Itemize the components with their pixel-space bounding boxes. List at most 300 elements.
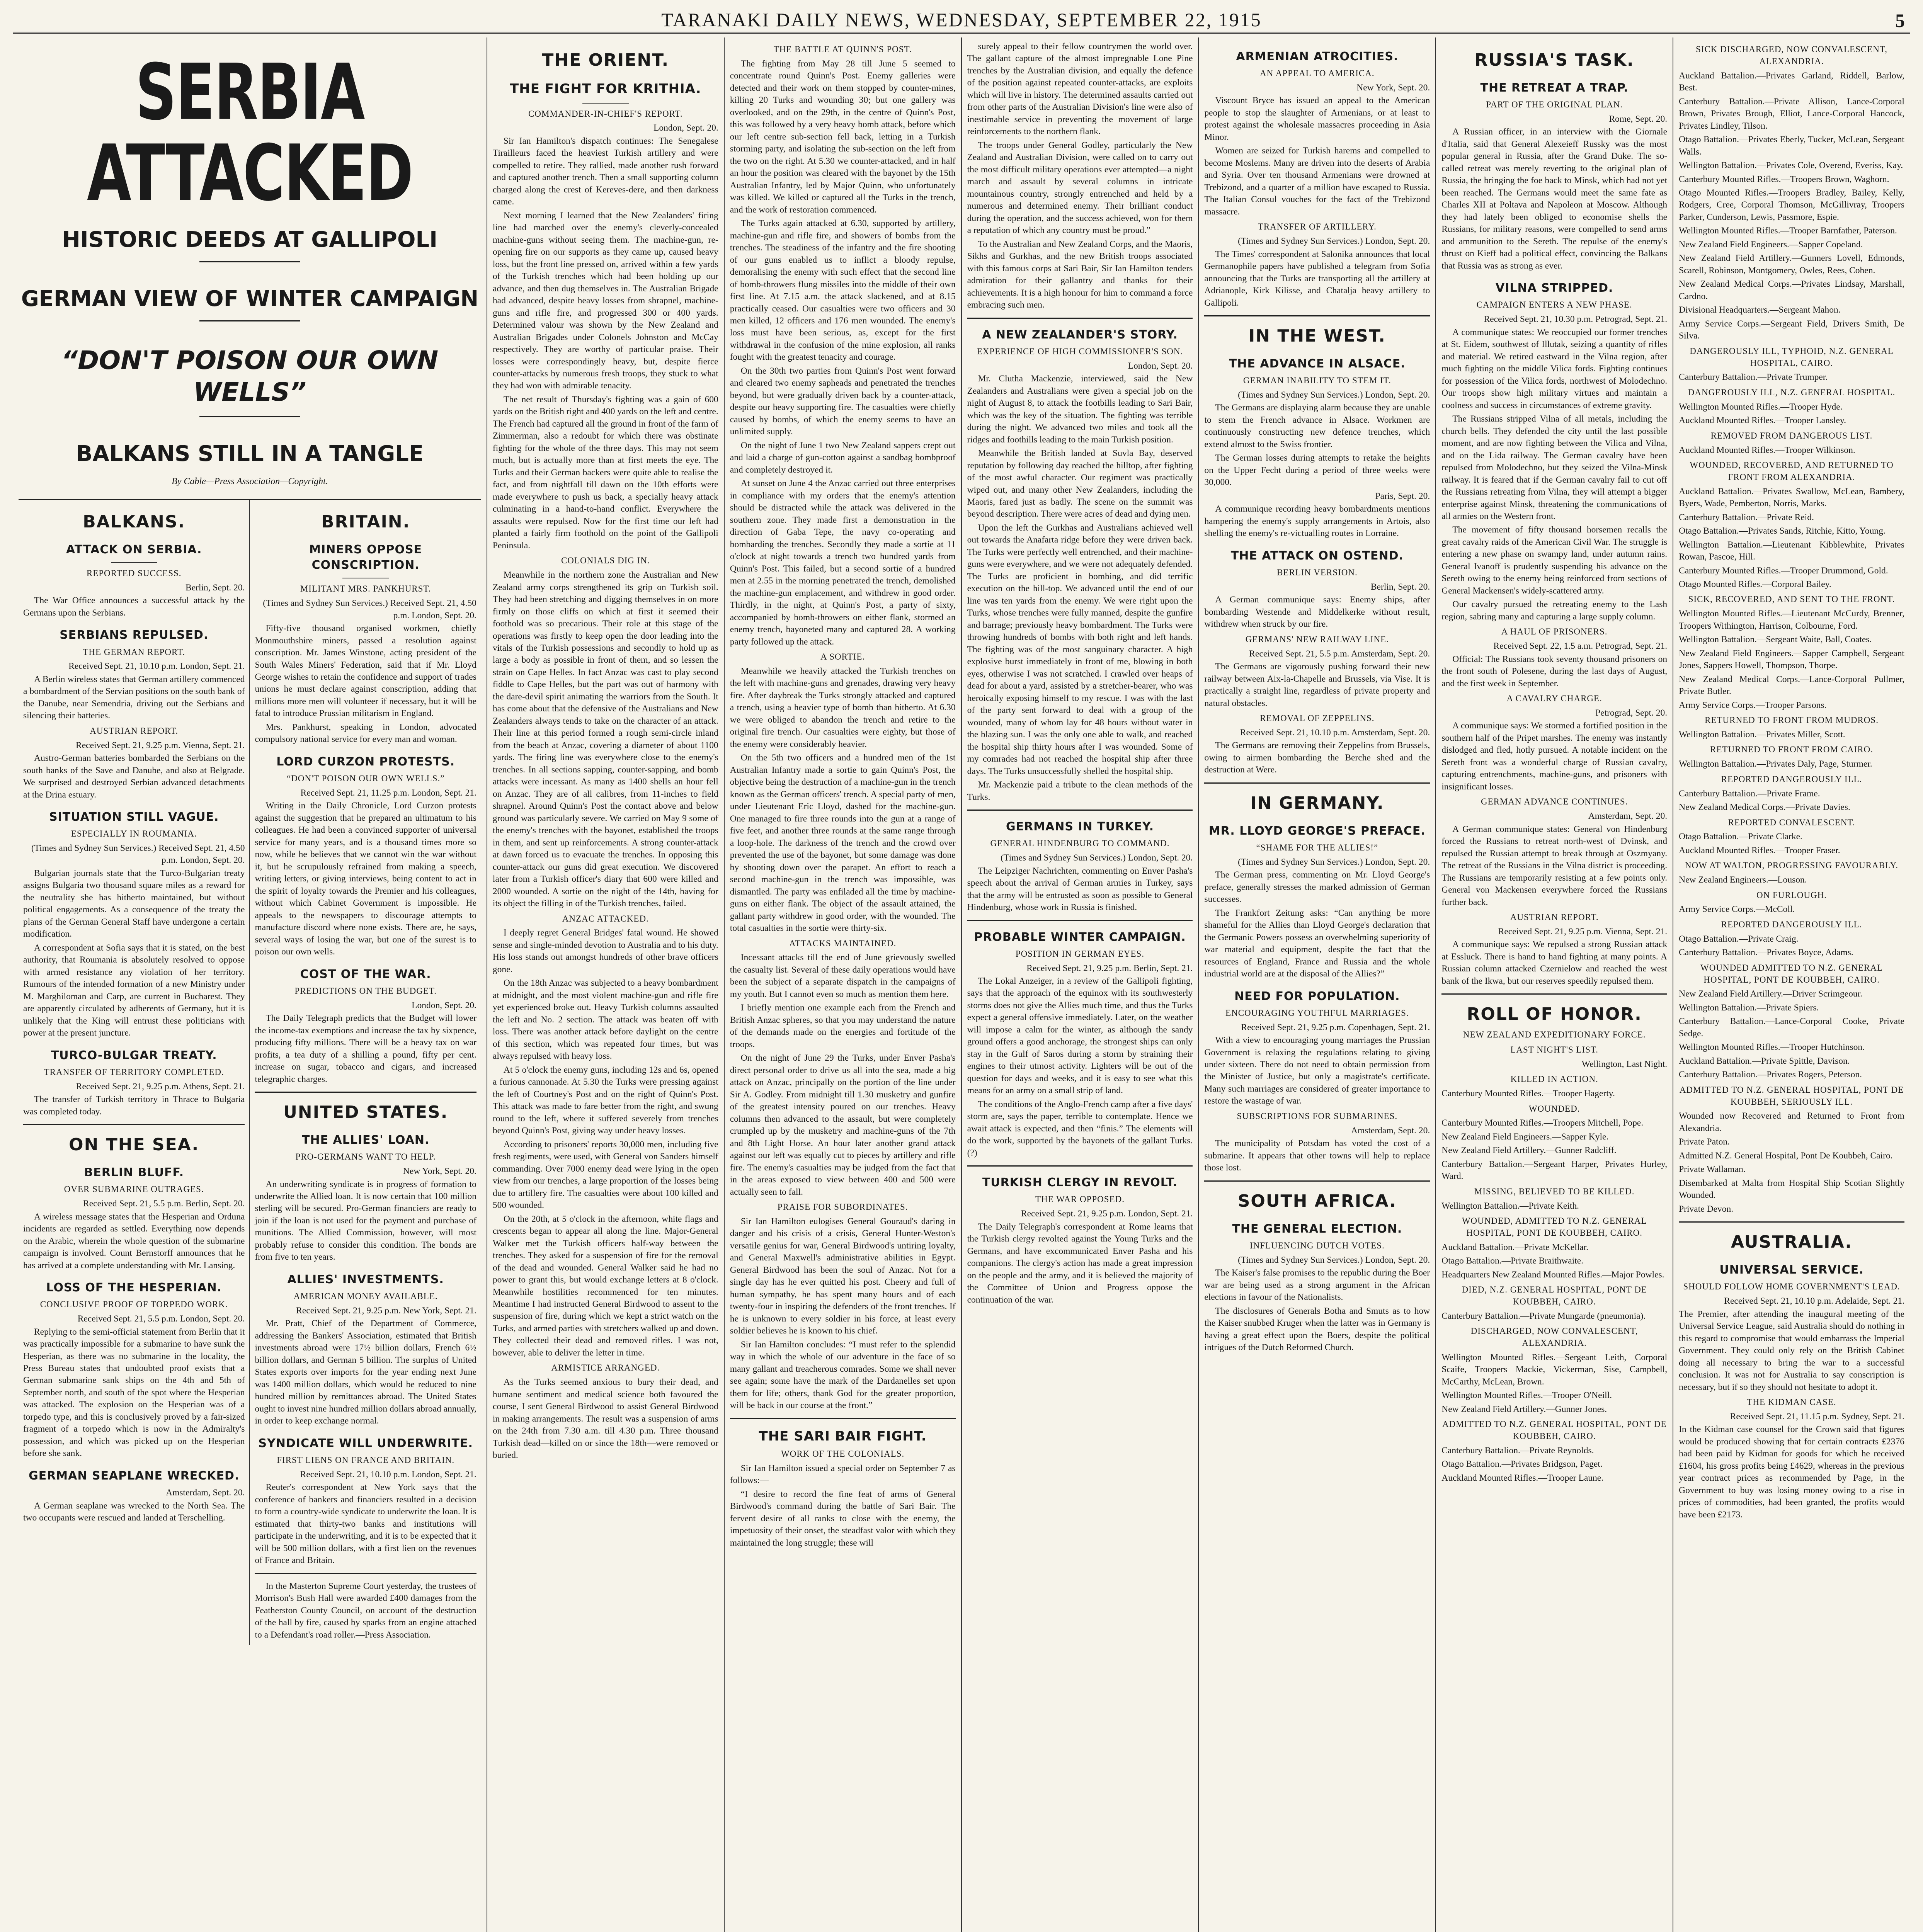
paragraph: The troops under General Godley, particularly the New Zealand and Australian Division, were called on to carry out the most difficult military operations ever attempted—a night march and assault by several columns in intricate mountainous country, strongly entrenched and held by a numerous and determined enemy. Their brilliant conduct during the operation, and the success achieved, won for them a reputation of which any country must be proud.” <box>967 140 1193 236</box>
article-heading: ALLIES' INVESTMENTS. <box>287 1272 444 1286</box>
dateline: New York, Sept. 20. <box>403 1166 476 1177</box>
subheading: REMOVAL OF ZEPPELINS. <box>1260 713 1375 723</box>
list-item: Wounded now Recovered and Returned to Front from Alexandria. <box>1679 1111 1904 1133</box>
subheading: CONCLUSIVE PROOF OF TORPEDO WORK. <box>40 1299 228 1310</box>
dateline: Received Sept. 21, 10.30 p.m. Petrograd, Sept. 21. <box>1484 314 1668 325</box>
paragraph: In the Kidman case counsel for the Crown said that figures would be produced showing that for certain contracts £2376 had been paid by Kidman for goods for which he received £1604, his gross profits being £4629, whereas in the previous year contract prices as recommended by Page, in the Government to buy was losing money owing to a rise in prices of commodities, had been granted, the profits would have been £2173. <box>1679 1424 1904 1520</box>
dateline: Amsterdam, Sept. 20. <box>1588 811 1668 821</box>
list-item: Canterbury Battalion.—Private Trumper. <box>1679 372 1828 383</box>
paragraph: Writing in the Daily Chronicle, Lord Curzon protests against the suggestion that he prepared an ultimatum to his colleagues. He had been a convinced supporter of universal service for many years, and is a thousand times more so now, while he believes that we cannot win the war without it, but he scrupulously refrained from making a speech, writing letters, or giving interviews, being content to act in the spirit of loyalty towards the Premier and his colleagues, without which Cabinet Government is impossible. He appeals to the newspapers to discourage attempts to manufacture discord where none exists. There are, he says, several ways of losing the war, but one of the surest is to poison our own wells. <box>255 801 476 957</box>
dateline: London, Sept. 20. <box>1128 361 1193 371</box>
dateline: Amsterdam, Sept. 20. <box>166 1488 245 1498</box>
subheading: AMERICAN MONEY AVAILABLE. <box>293 1291 438 1301</box>
subheading: RETURNED TO FRONT FROM MUDROS. <box>1705 715 1879 725</box>
dateline: (Times and Sydney Sun Services.) London, Sept. 20. <box>1238 1255 1430 1265</box>
dateline: (Times and Sydney Sun Services.) Received Sept. 21, 4.50 p.m. London, Sept. 20. <box>263 598 476 621</box>
divider <box>199 416 300 417</box>
dateline: Received Sept. 22, 1.5 a.m. Petrograd, Sept. 21. <box>1493 641 1668 651</box>
russia-column <box>1436 37 1673 1932</box>
paragraph: The War Office announces a successful attack by the Germans upon the Serbians. <box>23 595 245 618</box>
list-item: New Zealand Medical Corps.—Privates Lindsay, Marshall, Cardno. <box>1679 279 1904 301</box>
subheading: AUSTRIAN REPORT. <box>1510 912 1599 922</box>
paragraph: “I desire to record the fine feat of arms of General Birdwood's command during the battle of Sari Bair. The fervent desire of all ranks to close with the enemy, the impetuosity of their onset, the steadfast valor with which they maintained the long struggle; these will <box>730 1489 956 1548</box>
list-item: Wellington Battalion.—Privates Miller, Scott. <box>1679 729 1845 740</box>
list-item: New Zealand Field Engineers.—Sapper Copeland. <box>1679 239 1863 250</box>
subheading: THE KIDMAN CASE. <box>1747 1397 1836 1407</box>
dateline: New York, Sept. 20. <box>1356 83 1430 93</box>
article-heading: TURKISH CLERGY IN REVOLT. <box>982 1176 1178 1190</box>
paragraph: The Turks again attacked at 6.30, supported by artillery, machine-gun and rifle fire, and showers of bombs from the trenches. The steadiness of the infantry and the fire shooting of our guns enabled us to inflict a bloody repulse, demoralising the enemy with such effect that the second line of bomb-throwers flung missiles into the middle of their own first line. At 7.15 a.m. the attack slackened, and at 8.15 practically ceased. Our casualties were two officers and 30 men killed, 12 officers and 176 men wounded. The enemy's loss must have been serious, as, except for the first withdrawal in the confusion of the mine explosion, all ranks fought with the greatest tenacity and courage. <box>730 218 956 362</box>
paragraph: Fifty-five thousand organised workmen, chiefly Monmouthshire miners, passed a resolution against conscription. Mr. James Winstone, acting president of the South Wales Miners' Federation, said that if Mr. Lloyd George wishes to retain the confidence and support of trades unions he must declare against conscription, adding that millions more men will volunteer if necessary, but it will be fatal to introduce Prussian militarism in England. <box>255 623 476 719</box>
subheading: ADMITTED TO N.Z. GENERAL HOSPITAL, PONT DE KOUBBEH, CAIRO. <box>1442 1419 1667 1441</box>
paragraph: Meanwhile the British landed at Suvla Bay, deserved reputation by following day reached the hilltop, after fighting of the most awful character. Our regiment was practically wiped out, and many other New Zealanders, including the Maoris, fared just as badly. The scene on the summit was beyond description. There were acres of dead and dying men. <box>967 448 1193 519</box>
subheading: GERMAN ADVANCE CONTINUES. <box>1481 797 1628 807</box>
subheading: ESPECIALLY IN ROUMANIA. <box>71 829 197 839</box>
article-heading: SYNDICATE WILL UNDERWRITE. <box>258 1436 473 1450</box>
subheading: COLONIALS DIG IN. <box>561 556 650 566</box>
subheading: KILLED IN ACTION. <box>1510 1074 1598 1084</box>
article-heading: ATTACK ON SERBIA. <box>66 543 202 556</box>
dateline: Received Sept. 21, 10.10 p.m. London, Sept. 21. <box>68 661 245 672</box>
dateline: Received Sept. 21, 9.25 p.m. London, Sept. 21. <box>1021 1209 1193 1219</box>
list-item: Canterbury Mounted Rifles.—Trooper Hagerty. <box>1441 1088 1615 1099</box>
dateline: Received Sept. 21, 9.25 p.m. Vienna, Sept. 21. <box>76 740 245 750</box>
list-item: Private Wallaman. <box>1679 1164 1746 1175</box>
article-heading: VILNA STRIPPED. <box>1496 281 1613 295</box>
subheading: ENCOURAGING YOUTHFUL MARRIAGES. <box>1225 1008 1409 1018</box>
list-item: Private Paton. <box>1679 1137 1730 1147</box>
paragraph: On the 30th two parties from Quinn's Post went forward and cleared two enemy sapheads and penetrated the trenches beyond, but were gradually driven back by a counter-attack, despite our heavy supporting fire. The casualties were chiefly caused by bombs, of which the enemy seems to have an unlimited supply. <box>730 366 956 437</box>
byline: By Cable—Press Association—Copyright. <box>172 476 328 486</box>
paragraph: A German communique says: Enemy ships, after bombarding Westende and Middelkerke without result, withdrew when struck by our fire. <box>1204 595 1430 629</box>
list-item: Canterbury Battalion.—Private Mungarde (pneumonia). <box>1441 1311 1646 1321</box>
list-item: Wellington Mounted Rifles.—Trooper Hyde. <box>1679 401 1843 412</box>
deck-wells: “DON'T POISON OUR OWN WELLS” <box>61 345 439 407</box>
paragraph: According to prisoners' reports 30,000 men, including five fresh regiments, were used, with General von Sanders himself commanding. Over 7000 enemy dead were lying in the open view from our trenches, a large proportion of the losses being due to artillery fire. The casualties were about 100 killed and 500 wounded. <box>492 1139 718 1211</box>
subheading: POSITION IN GERMAN EYES. <box>1015 949 1145 959</box>
dateline: (Times and Sydney Sun Services.) London, Sept. 20. <box>1238 857 1430 867</box>
paragraph: Meanwhile in the northern zone the Australian and New Zealand army corps strengthened its grip on Turkish soil. They had been stretching and digging themselves in on more firmly on those cliffs on which at first it seemed their foothold was so precarious. Their role at this stage of the operations was firstly to keep open the door leading into the vitals of the Turkish possessions and secondly to hold up as large a body as possible in front of them, and so lessen the strain on Cape Helles. In fact Anzac was cast to play second fiddle to Cape Helles, but the part was out of harmony with the dare-devil spirit animating the warriors from the South. It has come about that the defensive of the Australians and New Zealanders always tends to take on the character of an attack. Their line at this period formed a rough semi-circle inland from the beach at Anzac, covering a diameter of about 1100 yards. The firing line was everywhere close to the enemy's trenches. In all sections sapping, counter-sapping, and bomb attacks were incessant. As many as 1400 shells an hour fell on Anzac. They are of all calibres, from 11-inches to field shrapnel. Around Quinn's Post the contact above and below ground was particularly severe. We carried on May 9 some of the enemy's trenches with the bayonet, established the troops in them, and sent up reinforcements. A strong counter-attack at dawn forced us to evacuate the trenches. In opposing this counter-attack our guns did great execution. We discovered later from a Turkish officer's diary that 600 were killed and 2000 wounded. A sortie on the night of the 14th, having for its object the filling in of the Turkish trenches, failed. <box>492 570 718 909</box>
article-heading: PROBABLE WINTER CAMPAIGN. <box>974 930 1186 944</box>
divider <box>199 320 300 321</box>
dateline: Berlin, Sept. 20. <box>1370 582 1430 592</box>
list-item: Auckland Mounted Rifles.—Trooper Fraser. <box>1679 845 1840 855</box>
paragraph: The transfer of Turkish territory in Thrace to Bulgaria was completed today. <box>23 1094 245 1117</box>
list-item: Wellington Battalion.—Privates Cole, Overend, Everiss, Kay. <box>1679 160 1903 171</box>
list-item: Canterbury Battalion.—Privates Boyce, Adams. <box>1679 947 1853 958</box>
subheading: AN APPEAL TO AMERICA. <box>1260 68 1375 78</box>
paragraph: The Kaiser's false promises to the republic during the Boer war are being used as a strong argument in the African elections in favour of the Nationalists. <box>1204 1268 1430 1303</box>
dateline: (Times and Sydney Sun Services.) London, Sept. 20. <box>1238 236 1430 247</box>
paragraph: A communique says: We stormed a fortified position in the southern half of the Pripet marshes. The enemy was instantly dislodged and fled, hotly pursued. A notable incident on the Sereth front was a wonderful charge of Russian cavalry, capturing entrenchments, machine-guns, and prisoners with insignificant losses. <box>1441 721 1668 792</box>
paragraph: Mr. Clutha Mackenzie, interviewed, said the New Zealanders and Australians were given a special job on the night of August 8, to attack the footbills leading to Sari Bair, which was the key of the situation. The fighting was terrible during the night. We advanced two miles and took all the ridges and foothills leading to the main Turkish position. <box>967 374 1193 445</box>
section-heading: IN GERMANY. <box>1250 793 1384 813</box>
section-heading: UNITED STATES. <box>283 1102 448 1122</box>
list-item: Auckland Mounted Rifles.—Trooper Wilkinson. <box>1679 445 1855 455</box>
paragraph: On the 5th two officers and a hundred men of the 1st Australian Infantry made a sortie to gain Quinn's Post, the objective being the destruction of a machine-gun in the trench known as the German officers' trench. A special party of men, under Lieutenant Eric Lloyd, dashed for the machine-gun. One managed to fire three rounds into the gun at a range of five feet, and another three rounds at the same range through a loop-hole. The darkness of the trench and the crowd over prevented the use of the bayonet, but some damage was done by shooting down over the parapet. An effort to reach a second machine-gun in the trench was impossible, was dismantled. The party was enfiladed all the time by machine-guns on either flank. The object of the assault attained, the gallant party withdrew in good order, with the wounded. The total casualties in the sortie were thirty-six. <box>730 753 956 934</box>
article-heading: THE SARI BAIR FIGHT. <box>759 1428 927 1444</box>
article-heading: MINERS OPPOSE CONSCRIPTION. <box>309 543 422 572</box>
subheading: “SHAME FOR THE ALLIES!” <box>1256 842 1378 852</box>
paragraph: The Germans are removing their Zeppelins from Brussels, owing to airmen bombarding the Berche shed and the destruction at Were. <box>1204 740 1430 775</box>
subheading: WOUNDED, ADMITTED TO N.Z. GENERAL HOSPITAL, PONT DE KOUBBEH, CAIRO. <box>1462 1216 1647 1238</box>
list-item: Canterbury Battalion.—Lance-Corporal Cooke, Private Sedge. <box>1679 1016 1904 1039</box>
paragraph: A communique says: We repulsed a strong Russian attack at Essluck. There is hand to hand fighting at many points. A Russian column attacked Czernielow and reached the west bank of the Ikwa, but our reserves speedily repulsed them. <box>1441 939 1668 986</box>
list-item: Divisional Headquarters.—Sergeant Mahon. <box>1679 305 1841 315</box>
subheading: DANGEROUSLY ILL, TYPHOID, N.Z. GENERAL HOSPITAL, CAIRO. <box>1690 346 1894 368</box>
subheading: SHOULD FOLLOW HOME GOVERNMENT'S LEAD. <box>1683 1282 1900 1292</box>
section-heading: RUSSIA'S TASK. <box>1474 50 1634 70</box>
list-item: Canterbury Mounted Rifles.—Troopers Brown, Waghorn. <box>1679 174 1889 184</box>
subheading: A HAUL OF PRISONERS. <box>1501 627 1608 637</box>
dateline: Received Sept. 21, 11.25 p.m. London, Sept. 21. <box>300 787 476 798</box>
paragraph: A correspondent at Sofia says that it is stated, on the best authority, that Roumania is absolutely resolved to oppose with armed resistance any violation of her territory. Rumours of the intended formation of a new Ministry under M. Marghiloman and Carp, are current in Bucharest. They are apparently circulated by adherents of Germany, but it is unlikely that the King will entrust these politicians with power at the present juncture. <box>23 942 245 1038</box>
subheading: SICK DISCHARGED, NOW CONVALESCENT, ALEXANDRIA. <box>1696 44 1887 66</box>
subheading: GERMANS' NEW RAILWAY LINE. <box>1245 634 1389 644</box>
paragraph: Viscount Bryce has issued an appeal to the American people to stop the slaughter of Armenians, or at least to protest against the wholesale massacres proceeding in Asia Minor. <box>1204 95 1430 142</box>
subheading: ATTACKS MAINTAINED. <box>789 938 897 948</box>
list-item: Canterbury Battalion.—Private Reynolds. <box>1441 1445 1594 1456</box>
section-heading: ROLL OF HONOR. <box>1467 1004 1642 1024</box>
subheading: NOW AT WALTON, PROGRESSING FAVOURABLY. <box>1685 861 1899 871</box>
article-heading: NEED FOR POPULATION. <box>1234 989 1400 1003</box>
list-item: Canterbury Battalion.—Private Reid. <box>1679 512 1814 522</box>
dateline: Rome, Sept. 20. <box>1609 114 1668 124</box>
paragraph: The Germans are displaying alarm because they are unable to stem the French advance in Alsace. Workmen are continuously constructing new defence trenches, which extend almost to the Swiss frontier. <box>1204 403 1430 449</box>
list-item: Auckland Battalion.—Privates Garland, Riddell, Barlow, Best. <box>1679 70 1904 93</box>
subheading: TRANSFER OF ARTILLERY. <box>1258 222 1377 232</box>
dateline: Received Sept. 21, 9.25 p.m. Vienna, Sept. 21. <box>1498 926 1668 937</box>
article-heading: GERMAN SEAPLANE WRECKED. <box>29 1469 240 1483</box>
subheading: NEW ZEALAND EXPEDITIONARY FORCE. <box>1463 1030 1646 1040</box>
paragraph: The disclosures of Generals Botha and Smuts as to how the Kaiser snubbed Kruger when the latter was in Germany is having a great effect upon the Boers, despite the political intrigues of the Dutch Reformed Church. <box>1204 1306 1430 1353</box>
subheading: EXPERIENCE OF HIGH COMMISSIONER'S SON. <box>977 346 1183 356</box>
subheading: COMMANDER-IN-CHIEF'S REPORT. <box>528 109 683 119</box>
paragraph: Upon the left the Gurkhas and Australians achieved well out towards the Anafarta ridge before they were driven back. The Turks were perfectly well entrenched, and their machine-guns were everywhere, and we were not adequately defended. The Turks are proficient in bombing, and did terrific execution on the hill-top. We advanced until the end of our line was ten yards from the enemy. We were right upon the Turks, whose trenches were fully manned, despite the gunfire and barrage; previously heavy bombardment. The Turks were throwing hundreds of bombs with both right and left hands. The fighting was of the most sanguinary character. A high explosive burst immediately in front of me, blowing in both eyes, otherwise I was not scratched. I crawled over heaps of dead for about a yard, assisted by a stretcher-bearer, who was heroically exposing himself to my rescue. I was with the last of the party sent forward to deal with a group of the wounded, many of whom lay for 48 hours without water in the blazing sun. I was the only one able to walk, and reached the hospital ship thirty hours after I was wounded. Some of my comrades had not reached the hospital ship after three days. The Turks unsuccessfully shelled the hospital ship. <box>967 522 1193 776</box>
paragraph: Sir Ian Hamilton eulogises General Gouraud's daring in danger and his crisis of a crisis, General Hunter-Weston's versatile genius for war, General Birdwood's untiring loyalty, and General Maxwell's administrative abilities in Egypt. General Birdwood has been the soul of Anzac. Not for a single day has he ever quitted his post. Cheery and full of human sympathy, he has spent many hours and of each twenty-four in inspiring the defenders of the front trenches. If he is unknown to every soldier in his force, at least every soldier believes he is known to his chief. <box>730 1216 956 1336</box>
paragraph: At 5 o'clock the enemy guns, including 12s and 6s, opened a furious cannonade. At 5.30 the Turks were pressing against the left of Courtney's Post and on the right of Quinn's Post. This attack was made to fare better from the right, and swung round to the left, where it suffered severely from trenches beyond Quinn's Post, giving way under heavy losses. <box>492 1065 718 1136</box>
list-item: New Zealand Field Artillery.—Gunner Jones. <box>1441 1404 1607 1414</box>
subheading: ANZAC ATTACKED. <box>562 913 649 923</box>
list-item: Disembarked at Malta from Hospital Ship Scotian Slightly Wounded. <box>1679 1178 1904 1201</box>
dateline: (Times and Sydney Sun Services.) London, Sept. 20. <box>1238 390 1430 400</box>
paragraph: Mrs. Pankhurst, speaking in London, advocated compulsory national service for every man and woman. <box>255 722 476 745</box>
paragraph: On the 18th Anzac was subjected to a heavy bombardment at midnight, and the most violent machine-gun and rifle fire yet experienced broke out. Heavy Turkish columns assaulted the left and No. 2 section. The attack was beaten off with loss. There was another attack before daylight on the centre of this section, which was repeated four times, but was always repulsed with heavy loss. <box>492 978 718 1061</box>
paragraph: At sunset on June 4 the Anzac carried out three enterprises in compliance with my orders that the enemy's attention should be distracted while the attack was delivered in the southern zone. They made first a demonstration in the direction of Gaba Tepe, the navy co-operating and bombarding the trenches. Secondly they made a sortie at 11 o'clock at night towards a trench two hundred yards from Quinn's Post. This failed, but a second sortie of a hundred men at 2.55 in the morning penetrated the trench, demolished the machine-gun emplacement, and withdrew in good order. Thirdly, in the night, at Quinn's Post, a party of sixty, accompanied by bomb-throwers on either flank, stormed an enemy trench, bayoneted many and captured 28. A working party followed up the attack. <box>730 478 956 647</box>
paragraph: The fighting from May 28 till June 5 seemed to concentrate round Quinn's Post. Enemy galleries were detected and their work on them stopped by counter-mines, killing 20 Turks and wounding 30; but one gallery was overlooked, and on the 29th, in the centre of Quinn's Post, this was followed by a very heavy bomb attack, before which our left centre sub-section fell back, letting in a Turkish storming party, and isolating the sub-section on the left from the two on the right. At 5.30 we counter-attacked, and in half an hour the position was cleared with the bayonet by the 15th Australian Infantry, led by Major Quinn, who unfortunately was killed. We killed or captured all the Turks in the trench, and the work of restoration commenced. <box>730 58 956 215</box>
subheading: RETURNED TO FRONT FROM CAIRO. <box>1710 745 1874 755</box>
article-heading: MR. LLOYD GEORGE'S PREFACE. <box>1208 824 1426 838</box>
paragraph: Mr. Pratt, Chief of the Department of Commerce, addressing the Bankers' Association, estimated that British investments abroad were 17½ billion dollars, French 6½ billion dollars, and German 5 billion. The surplus of United States exports over imports for the year ending next June was 1400 million dollars, which would be reduced to nine hundred million by remittances abroad. The United States ought to invest nine hundred million dollars abroad annually, in order to keep exchange normal. <box>255 1318 476 1426</box>
west-column <box>1199 37 1436 1932</box>
subheading: ADMITTED TO N.Z. GENERAL HOSPITAL, PONT DE KOUBBEH, SERIOUSLY ILL. <box>1679 1085 1904 1107</box>
deck-winter: GERMAN VIEW OF WINTER CAMPAIGN <box>21 286 479 311</box>
list-item: New Zealand Field Artillery.—Driver Scrimgeour. <box>1679 989 1862 999</box>
subheading: SUBSCRIPTIONS FOR SUBMARINES. <box>1237 1111 1398 1121</box>
paragraph: A wireless message states that the Hesperian and Orduna incidents are regarded as settled. Everything now depends on the Arabic, wherein the whole question of the submarine campaign is involved. Count Bernstorff announces that he has arrived at a complete understanding with Mr. Lansing. <box>23 1211 245 1270</box>
list-item: Canterbury Battalion.—Privates Rogers, Peterson. <box>1679 1070 1862 1080</box>
list-item: New Zealand Medical Corps.—Private Davies. <box>1679 802 1850 813</box>
paragraph: Sir Ian Hamilton concludes: “I must refer to the splendid way in which the whole of our adventure in the face of so many gallant and treacherous comrades. Some we shall never see again; some have the mark of the Dardanelles set upon them for life; others, thank God for the greater proportion, will be back in our course at the front.” <box>730 1339 956 1411</box>
list-item: Auckland Mounted Rifles.—Trooper Lansley. <box>1679 415 1846 426</box>
list-item: Otago Battalion.—Private Braithwaite. <box>1441 1256 1584 1266</box>
list-item: Otago Battalion.—Privates Bridgson, Paget. <box>1441 1459 1603 1469</box>
list-item: Otago Battalion.—Private Clarke. <box>1679 832 1802 842</box>
article-heading: LORD CURZON PROTESTS. <box>276 755 455 769</box>
dateline: Received Sept. 21, 5.5 p.m. London, Sept. 20. <box>77 1314 245 1324</box>
paragraph: A Russian officer, in an interview with the Giornale d'Italia, said that General Alexeieff Russky was the most popular general in Russia, after the Grand Duke. The so-called retreat was merely reverting to the original plan of Russia, the bringing the foe back to Minsk, which had not yet been reached. The Germans would meet the same fate as Charles XII at Poltava and Napoleon at Moscow. Although they had lately been obliged to economise shells the Russians, for military reasons, were compelled to send arms and ammunition to the Sereth. The repulse of the enemy's thrust on Kieff had a political effect, convincing the Balkans that Russia was as strong as ever. <box>1441 127 1668 271</box>
article-heading: A NEW ZEALANDER'S STORY. <box>982 328 1178 342</box>
paragraph: The Daily Telegraph's correspondent at Rome learns that the Turkish clergy revolted against the Young Turks and the Germans, and have excommunicated Enver Pasha and his companions. The clergy's action has made a great impression on the people and the army, and it is believed the majority of the Committee of Union and Progress oppose the continuation of the war. <box>967 1221 1193 1305</box>
paragraph: To the Australian and New Zealand Corps, and the Maoris, Sikhs and Gurkhas, and the new British troops associated with this famous corps at Sari Bair, Sir Ian Hamilton tenders admiration for their gallantry and thanks for their achievements. It is a high honour for him to command a force embracing such men. <box>967 239 1193 310</box>
dateline: London, Sept. 20. <box>412 1000 476 1010</box>
nz-story-column <box>962 37 1199 1932</box>
deck-gallipoli: HISTORIC DEEDS AT GALLIPOLI <box>62 227 437 252</box>
article-heading: LOSS OF THE HESPERIAN. <box>46 1281 222 1295</box>
paragraph: Reuter's correspondent at New York says that the conference of bankers and financiers resulted in a decision to form a country-wide syndicate to underwrite the loan. It is estimated that thirty-two banks and institutions will participate in the underwriting, and it is to be expected that it will be 500 million dollars, with a first lien on the revenues of France and Britain. <box>255 1482 476 1566</box>
list-item: Canterbury Battalion.—Private Allison, Lance-Corporal Brown, Privates Brough, Elliot, Lance-Corporal Hancock, Privates Lindley, Tilson. <box>1679 96 1904 131</box>
list-item: Wellington Mounted Rifles.—Trooper Barnfather, Paterson. <box>1679 226 1897 236</box>
subheading: ON FURLOUGH. <box>1756 890 1827 900</box>
subheading: PRO-GERMANS WANT TO HELP. <box>295 1152 436 1162</box>
list-item: Army Service Corps.—McColl. <box>1679 904 1795 915</box>
list-item: Canterbury Mounted Rifles.—Troopers Mitchell, Pope. <box>1441 1118 1644 1128</box>
section-heading: SOUTH AFRICA. <box>1237 1191 1397 1211</box>
list-item: Auckland Battalion.—Private Spittle, Davison. <box>1679 1056 1850 1066</box>
list-item: Wellington Battalion.—Sergeant Waite, Ball, Coates. <box>1679 634 1872 645</box>
paragraph: An underwriting syndicate is in progress of formation to underwrite the Allied loan. It is now certain that 100 million sterling will be secured. Pro-German financiers are ready to join if the loan is not used for the payment and purchase of munitions. The Allied Commission, however, will most probably refuse to consider this condition. The bonds are from five to ten years. <box>255 1179 476 1262</box>
paragraph: The Daily Telegraph predicts that the Budget will lower the income-tax exemptions and increase the tax by sixpence, producing fifty millions. There will be a heavy tax on war profits, a tea duty of a shilling a pound, fifty per cent. increase on sugar, tobacco and cigars, and increased telegraphic charges. <box>255 1013 476 1084</box>
subheading: THE WAR OPPOSED. <box>1035 1194 1125 1204</box>
list-item: Private Devon. <box>1679 1204 1734 1214</box>
subheading: A SORTIE. <box>820 652 865 662</box>
dateline: Received Sept. 21, 10.10 p.m. London, Sept. 21. <box>300 1469 476 1480</box>
list-item: Wellington Mounted Rifles.—Lieutenant McCurdy, Brenner, Troopers Withington, Harrison, Colbourne, Ford. <box>1679 609 1904 631</box>
list-item: New Zealand Field Artillery.—Gunners Lovell, Edmonds, Scarell, Robinson, Montgomery, Owles, Rees, Cohen. <box>1679 253 1904 276</box>
subheading: PART OF THE ORIGINAL PLAN. <box>1486 100 1623 110</box>
article-heading: TURCO-BULGAR TREATY. <box>51 1048 217 1062</box>
section-heading: IN THE WEST. <box>1248 326 1386 346</box>
list-item: New Zealand Field Engineers.—Sapper Campbell, Sergeant Jones, Sappers Howell, Thompson, Thorpe. <box>1679 648 1904 671</box>
paragraph: Mr. Mackenzie paid a tribute to the clean methods of the Turks. <box>967 780 1193 802</box>
list-item: Wellington Battalion.—Private Keith. <box>1441 1201 1579 1211</box>
article-heading: COST OF THE WAR. <box>300 967 431 981</box>
dateline: London, Sept. 20. <box>653 123 718 133</box>
subheading: MISSING, BELIEVED TO BE KILLED. <box>1474 1186 1635 1196</box>
paragraph: The Times' correspondent at Salonika announces that local Germanophile papers have published a telegram from Sofia announcing that the Turks are transporting all the artillery at Adrianople, Kirk Kilisse, and Chatalja heavy artillery to Gallipoli. <box>1204 249 1430 308</box>
article-heading: UNIVERSAL SERVICE. <box>1719 1263 1864 1277</box>
list-item: Otago Battalion.—Privates Sands, Ritchie, Kitto, Young. <box>1679 526 1886 536</box>
subheading: “DON'T POISON OUR OWN WELLS.” <box>286 774 445 784</box>
list-item: Wellington Mounted Rifles.—Trooper Hutchinson. <box>1679 1042 1865 1053</box>
section-heading: BALKANS. <box>83 512 185 532</box>
subheading: THE BATTLE AT QUINN'S POST. <box>773 44 912 54</box>
paragraph: A Berlin wireless states that German artillery commenced a bombardment of the Servian positions on the south bank of the Danube, near Semendria, driving out the Serbians and silencing their batteries. <box>23 674 245 721</box>
paragraph: Austro-German batteries bombarded the Serbians on the south banks of the Save and Danube, and also at Belgrade. We surprised and destroyed Serbian advanced detachments at the Drina estuary. <box>23 753 245 800</box>
list-item: Wellington Mounted Rifles.—Trooper O'Neill. <box>1441 1390 1612 1401</box>
subheading: WOUNDED ADMITTED TO N.Z. GENERAL HOSPITAL, PONT DE KOUBBEH, CAIRO. <box>1700 963 1883 985</box>
paragraph: The Russians stripped Vilna of all metals, including the church bells. They defended the city until the last possible moment, and are now fighting between the Vilica and Vilna, and on the Lida railway. The German cavalry have been repulsed from Molodechno, but they seized the Vilna-Minsk railway. It is feared that if the German cavalry fail to cut off the Russians retreating from Vilna, they will attempt a bigger enterprise against Minsk, threatening the communications of all armies on the Western front. <box>1441 414 1668 521</box>
subheading: AUSTRIAN REPORT. <box>90 726 179 736</box>
dateline: Received Sept. 21, 11.15 p.m. Sydney, Sept. 21. <box>1730 1411 1904 1422</box>
list-item: Headquarters New Zealand Mounted Rifles.—Major Powles. <box>1441 1269 1664 1280</box>
paragraph: On the 20th, at 5 o'clock in the afternoon, white flags and crescents began to appear all along the line. Major-General Walker met the Turkish officers half-way between the trenches. They asked for a suspension of fire for the removal of the dead and wounded. General Walker said he had no power to grant this, but would exchange letters at 8 o'clock. Meanwhile hostilities recommenced for ten minutes. Meantime I had instructed General Birdwood to assent to the suspension of fire, during which we kept a strict watch on the Turks, and armed parties with stretchers walked up and down. They collected their dead and removed rifles. I was not, however, able to deliver the letter in time. <box>492 1214 718 1358</box>
britain-subcolumn <box>250 500 481 1645</box>
dateline: Received Sept. 21, 9.25 p.m. Berlin, Sept. 21. <box>1026 963 1193 973</box>
subheading: GENERAL HINDENBURG TO COMMAND. <box>990 838 1170 849</box>
subheading: FIRST LIENS ON FRANCE AND BRITAIN. <box>277 1455 455 1465</box>
paragraph: Next morning I learned that the New Zealanders' firing line had marched over the enemy's cleverly-concealed machine-guns without seeing them. The machine-gun, re-opening fire on our supports as they came up, caused heavy loss, but the front line pressed on, arrived within a few yards of the Turkish trenches which had been holding up our advance, and then dug themselves in. The Australian Brigade had advanced, despite heavy losses from shrapnel, machine-guns and rifle fire, and progressed 300 or 400 yards. Determined valour was shown by the New Zealand and Australian Brigades under Colonels Johnston and McCay respectively. They are worthy of particular praise. Their losses were correspondingly heavy, but, despite fierce counter-attacks by numerous fresh troops, they stuck to what they had won with admirable tenacity. <box>492 210 718 391</box>
deck-balkans: BALKANS STILL IN A TANGLE <box>76 441 424 466</box>
paragraph: I briefly mention one example each from the French and British Anzac spheres, so that you may understand the nature of the demands made on the energies and fortitude of the troops. <box>730 1003 956 1049</box>
subheading: REPORTED CONVALESCENT. <box>1728 817 1855 827</box>
divider <box>199 261 300 262</box>
paragraph: A communique states: We reoccupied our former trenches at St. Eidem, southwest of Illutak, seizing a quantity of rifles and material. We retired eastward in the Vilna region, after much fighting on the middle Vilica fords. Fighting continues for possession of the Vilica fords, northwest of Molodechno. Our troops show high military virtues and maintain a coolness and success in circumstances of extreme gravity. <box>1441 327 1668 410</box>
dateline: Wellington, Last Night. <box>1581 1059 1668 1069</box>
paragraph: The net result of Thursday's fighting was a gain of 600 yards on the British right and 400 yards on the left and centre. The French had captured all the ground in front of the farm of Zimmerman, also a redoubt for which there was obstinate fighting for the whole of the three days. This may not seem much, but is actually more than at first meets the eye. The Turks and their German backers were quite able to realise the fact, and from nightfall till dawn on the 10th efforts were made everywhere to push us back, a specially heavy attack culminating in a hand-to-hand conflict. Everywhere the assaults were repulsed. Now for the first time our left had planted a fairly firm foothold on the point of the Gallipoli Peninsula. <box>492 394 718 551</box>
subheading: DISCHARGED, NOW CONVALESCENT, ALEXANDRIA. <box>1470 1326 1638 1348</box>
section-heading: THE ORIENT. <box>542 50 669 70</box>
list-item: Admitted N.Z. General Hospital, Pont De Koubbeh, Cairo. <box>1679 1150 1893 1161</box>
article-heading: THE FIGHT FOR KRITHIA. <box>510 81 701 97</box>
paragraph: Bulgarian journals state that the Turco-Bulgarian treaty assigns Bulgaria two thousand square miles as a reward for the neutrality she has hitherto maintained, but without political engagements. As a consequence of the treaty the plans of the German General Staff have undergone a certain modification. <box>23 868 245 939</box>
subheading: WOUNDED. <box>1528 1104 1580 1114</box>
paragraph: Incessant attacks till the end of June grievously swelled the casualty list. Several of these daily operations would have been the subject of a separate dispatch in the campaigns of my youth. But I cannot even so much as mention them here. <box>730 952 956 999</box>
subheading: ARMISTICE ARRANGED. <box>551 1363 660 1373</box>
article-heading: BERLIN BLUFF. <box>84 1166 184 1180</box>
subheading: OVER SUBMARINE OUTRAGES. <box>64 1184 204 1194</box>
dateline: Amsterdam, Sept. 20. <box>1351 1125 1430 1136</box>
paragraph: The conditions of the Anglo-French camp after a five days' storm are, says the paper, terrible to contemplate. Hence we await attack is expected, and then “finis.” The elements will do the work, supported by the bayonets of the gallant Turks. (?) <box>967 1099 1193 1158</box>
paragraph: The Premier, after attending the inaugural meeting of the Universal Service League, said Australia should do nothing in this regard to compromise that would embarrass the Imperial Government. They could only rely on the British Cabinet doing all necessary to bring the war to a successful conclusion. It was not for Australia to say conscription is necessary, but if so they should not hesitate to adopt it. <box>1679 1309 1904 1392</box>
article-heading: THE ATTACK ON OSTEND. <box>1230 549 1404 563</box>
subheading: A CAVALRY CHARGE. <box>1506 694 1602 704</box>
article-heading: THE RETREAT A TRAP. <box>1480 81 1629 95</box>
roll-of-honor <box>1441 1003 1667 1484</box>
list-item: Wellington Battalion.—Lieutenant Kibblewhite, Privates Rowan, Pascoe, Hill. <box>1679 539 1904 562</box>
paragraph: On the night of June 29 the Turks, under Enver Pasha's direct personal order to drive us all into the sea, made a big attack on Anzac, principally on the portion of the line under Sir A. Godley. From midnight till 1.30 musketry and gunfire of the greatest intensity poured on our trenches. Heavy columns then advanced to the assault, but were completely crumpled up by the musketry and machine-guns of the 7th and 8th Light Horse. An hour later another grand attack against our left was equally cut to pieces by artillery and rifle fire. The enemy's casualties may be judged from the fact that in the areas exposed to view between 400 and 500 were actually seen to fall. <box>730 1053 956 1197</box>
dateline: Paris, Sept. 20. <box>1375 491 1430 501</box>
list-item: Otago Battalion.—Private Craig. <box>1679 934 1799 944</box>
list-item: New Zealand Field Artillery.—Gunner Radcliff. <box>1441 1145 1617 1156</box>
paragraph: The movement of fifty thousand horsemen recalls the great cavalry raids of the American Civil War. The struggle is entering a new phase on swampy land, under autumn rains. General Ivanoff is prudently suspending his advance on the Sereth owing to the enemy being reinforced from sections of General Mackensen's widely-scattered army. <box>1441 525 1668 596</box>
paragraph: Sir Ian Hamilton issued a special order on September 7 as follows:— <box>730 1463 956 1486</box>
paragraph: surely appeal to their fellow countrymen the world over. The gallant capture of the almost impregnable Lone Pine trenches by the Australian division, and equally the defence of the position against repeated counter-attacks, are exploits which will live in history. The determined assaults carried out from other parts of the Australian Division's line were also of inestimable service in preventing the movement of large reinforcements to the northern flank. <box>967 41 1193 137</box>
dateline: Received Sept. 21, 9.25 p.m. New York, Sept. 21. <box>296 1305 476 1316</box>
dateline: Received Sept. 21, 9.25 p.m. Athens, Sept. 21. <box>76 1081 245 1092</box>
casualty-lists-column <box>1673 37 1910 1932</box>
paragraph: Sir Ian Hamilton's dispatch continues: The Senegalese Tirailleurs faced the heaviest Turkish artillery and were compelled to retire. They rallied, made another rush forward and captured another trench. Then a small supporting column charged along the crest of Kereves-dere, and then darkness came. <box>492 136 718 207</box>
article-heading: THE GENERAL ELECTION. <box>1232 1222 1402 1236</box>
paragraph: On the night of June 1 two New Zealand sappers crept out and laid a charge of gun-cotton against a sandbag bombproof and completely destroyed it. <box>730 440 956 475</box>
main-headline: SERBIA ATTACKED <box>87 47 413 218</box>
paragraph: The German press, commenting on Mr. Lloyd George's preface, generally stresses the marked admission of German successes. <box>1204 870 1430 905</box>
dateline: Received Sept. 21, 10.10 p.m. Amsterdam, Sept. 20. <box>1240 727 1430 738</box>
balkans-subcolumn <box>19 500 250 1645</box>
subheading: PREDICTIONS ON THE BUDGET. <box>294 986 437 996</box>
dateline: (Times and Sydney Sun Services.) London, Sept. 20. <box>1001 853 1193 863</box>
list-item: Wellington Battalion.—Privates Daly, Page, Sturmer. <box>1679 759 1872 769</box>
article-heading: THE ADVANCE IN ALSACE. <box>1229 357 1406 371</box>
page-number: 5 <box>1895 10 1906 31</box>
article-heading: THE ALLIES' LOAN. <box>302 1133 430 1147</box>
list-item: Otago Battalion.—Privates Eberly, Tucker, McLean, Sergeant Walls. <box>1679 134 1904 157</box>
subheading: THE GERMAN REPORT. <box>83 647 185 657</box>
list-item: Army Service Corps.—Sergeant Field, Drivers Smith, De Silva. <box>1679 318 1904 341</box>
dateline: Berlin, Sept. 20. <box>185 582 245 593</box>
paragraph: I deeply regret General Bridges' fatal wound. He showed sense and single-minded devotion to Australia and to his duty. His loss stands out amongst hundreds of other brave officers gone. <box>492 928 718 975</box>
orient-column <box>487 37 725 1932</box>
dateline: Petrograd, Sept. 20. <box>1595 707 1668 718</box>
paragraph: The Lokal Anzeiger, in a review of the Gallipoli fighting, says that the approach of the equinox with its southwesterly storms does not give the Allies much time, and thus the Turks expect a general offensive immediately. Later, on the weather will impose a calm for the winter, as although the sandy ground offers a good anchorage, the strongest ships can only stay in the Gulf of Saros during a storm by straining their engines to their utmost activity. Lighters will be out of the question for days and weeks, and it is easy to see what this means for an army on a small strip of land. <box>967 976 1193 1096</box>
quinns-column <box>725 37 962 1932</box>
paragraph: A communique recording heavy bombardments mentions hampering the enemy's supply arrangements in Artois, also shelling the enemy's re-victualling routes in Lorraine. <box>1204 504 1430 539</box>
list-item: Canterbury Battalion.—Private Frame. <box>1679 788 1820 799</box>
subheading: REPORTED SUCCESS. <box>86 568 182 578</box>
paragraph: In the Masterton Supreme Court yesterday, the trustees of Morrison's Bush Hall were awarded £400 damages from the Featherston County Council, on account of the destruction of the hall by fire, caused by sparks from an engine attached to a Defendant's road roller.—Press Association. <box>255 1581 476 1640</box>
list-item: Army Service Corps.—Trooper Parsons. <box>1679 700 1827 710</box>
section-heading: ON THE SEA. <box>69 1135 199 1155</box>
list-item: Auckland Battalion.—Private McKellar. <box>1441 1242 1589 1252</box>
subheading: WORK OF THE COLONIALS. <box>781 1449 905 1459</box>
subheading: TRANSFER OF TERRITORY COMPLETED. <box>44 1067 224 1077</box>
paragraph: Replying to the semi-official statement from Berlin that it was practically impossible for a submarine to have sunk the Hesperian, as there was no submarine in the locality, the Press Bureau states that undoubted proof exists that a German submarine sank ships on the 4th and 5th of September north, and south of the spot where the Hesperian was attacked. The explosion on the Hesperian was of a torpedo type, and this is conclusively proved by a fair-sized fragment of a torpedo which is now in the Admiralty's possession, and which was picked up on the Hesperian before she sank. <box>23 1327 245 1459</box>
lead-section <box>13 37 487 1932</box>
subheading: REPORTED DANGEROUSLY ILL. <box>1721 774 1862 784</box>
subheading: SICK, RECOVERED, AND SENT TO THE FRONT. <box>1688 594 1895 604</box>
paragraph: The Germans are vigorously pushing forward their new railway between Aix-la-Chapelle and Brussels, via Vise. It is practically a straight line, regardless of private property and natural obstacles. <box>1204 662 1430 708</box>
paragraph: Official: The Russians took seventy thousand prisoners on the front south of Polesene, during the last days of August, and the first week in September. <box>1441 654 1668 689</box>
list-item: New Zealand Engineers.—Louson. <box>1679 875 1807 885</box>
list-item: Otago Mounted Rifles.—Troopers Bradley, Bailey, Kelly, Rodgers, Cree, Corporal Thomson, McGillivray, Troopers Parker, Cunderson, Lewis, Passmore, Espie. <box>1679 187 1904 222</box>
article-heading: SERBIANS REPULSED. <box>60 628 209 642</box>
paragraph: Meanwhile we heavily attacked the Turkish trenches on the left with machine-guns and grenades, drawing very heavy fire. After daybreak the Turks strongly attacked and captured a trench, using a heavier type of bomb than hitherto. At 6.30 we were obliged to abandon the trench and retire to the original fire trench. Our casualties were eighty, but those of the enemy were considerably heavier. <box>730 666 956 749</box>
subheading: DANGEROUSLY ILL, N.Z. GENERAL HOSPITAL. <box>1688 387 1896 397</box>
list-item: Canterbury Mounted Rifles.—Trooper Drummond, Gold. <box>1679 565 1888 576</box>
paragraph: With a view to encouraging young marriages the Prussian Government is relaxing the regulations relating to giving under sixteen. There do not need to obtain permission from the Minister of Justice, but only a magistrate's certificate. Many such marriages are considered of greater importance to restore the wastage of war. <box>1204 1035 1430 1106</box>
paragraph: Women are seized for Turkish harems and compelled to become Moslems. Many are driven into the deserts of Arabia and Syria. Over ten thousand Armenians were drowned at Trebizond, and a quarter of a million have escaped to Russia. The Italian Consul vouches for the fact of the Trebizond massacre. <box>1204 146 1430 217</box>
dateline: Received Sept. 21, 5.5 p.m. Berlin, Sept. 20. <box>83 1199 245 1209</box>
paragraph: The German losses during attempts to retake the heights on the Upper Fecht during a period of three weeks were 30,000. <box>1204 453 1430 488</box>
article-heading: GERMANS IN TURKEY. <box>1006 820 1154 834</box>
subheading: LAST NIGHT'S LIST. <box>1510 1045 1599 1054</box>
subheading: REPORTED DANGEROUSLY ILL. <box>1721 919 1862 929</box>
subheading: INFLUENCING DUTCH VOTES. <box>1249 1240 1385 1250</box>
paragraph: As the Turks seemed anxious to bury their dead, and humane sentiment and medical science both favoured the course, I sent General Birdwood to assist General Birdwood in making arrangements. The result was a suspension of arms on the 24th from 7.30 a.m. till 4.30 p.m. Three thousand Turkish dead—killed on or since the 18th—were removed or buried. <box>492 1377 718 1461</box>
subheading: WOUNDED, RECOVERED, AND RETURNED TO FRONT FROM ALEXANDRIA. <box>1690 460 1894 482</box>
subheading: BERLIN VERSION. <box>1276 568 1358 577</box>
subheading: PRAISE FOR SUBORDINATES. <box>777 1202 908 1212</box>
subheading: REMOVED FROM DANGEROUS LIST. <box>1710 430 1873 440</box>
list-item: Wellington Battalion.—Private Spiers. <box>1679 1002 1819 1013</box>
section-heading: AUSTRALIA. <box>1731 1232 1853 1252</box>
dateline: Received Sept. 21, 9.25 p.m. Copenhagen, Sept. 21. <box>1241 1022 1430 1032</box>
masthead <box>13 8 1910 34</box>
subheading: GERMAN INABILITY TO STEM IT. <box>1243 376 1391 386</box>
paragraph: A German communique states: General von Hindenburg forced the Russians to retreat north-west of Dvinsk, and repulsed the Russian attempt to break through at Oszmyany. The retreat of the Russians in the Vilna district is proceeding. The Russians are temporarily resisting at a few points only. General von Mackensen everywhere forced the Russians further back. <box>1441 824 1668 907</box>
paragraph: A German seaplane was wrecked to the North Sea. The two occupants were rescued and landed at Terschelling. <box>23 1500 245 1523</box>
article-heading: ARMENIAN ATROCITIES. <box>1236 50 1399 63</box>
list-item: Wellington Mounted Rifles.—Sergeant Leith, Corporal Scaife, Troopers Mackie, Vickerman, Sise, Campbell, McCarthy, McLean, Brown. <box>1441 1352 1668 1387</box>
paragraph: The municipality of Potsdam has voted the cost of a submarine. It appears that other towns will help to replace those lost. <box>1204 1138 1430 1173</box>
list-item: New Zealand Medical Corps.—Lance-Corporal Pullmer, Private Butler. <box>1679 674 1904 697</box>
subheading: MILITANT MRS. PANKHURST. <box>300 584 431 594</box>
dateline: Received Sept. 21, 10.10 p.m. Adelaide, Sept. 21. <box>1724 1296 1904 1306</box>
list-item: Auckland Mounted Rifles.—Trooper Laune. <box>1441 1473 1604 1483</box>
section-heading: BRITAIN. <box>321 512 410 532</box>
list-item: Otago Mounted Rifles.—Corporal Bailey. <box>1679 579 1831 589</box>
subheading: DIED, N.Z. GENERAL HOSPITAL, PONT DE KOUBBEH, CAIRO. <box>1462 1285 1647 1307</box>
